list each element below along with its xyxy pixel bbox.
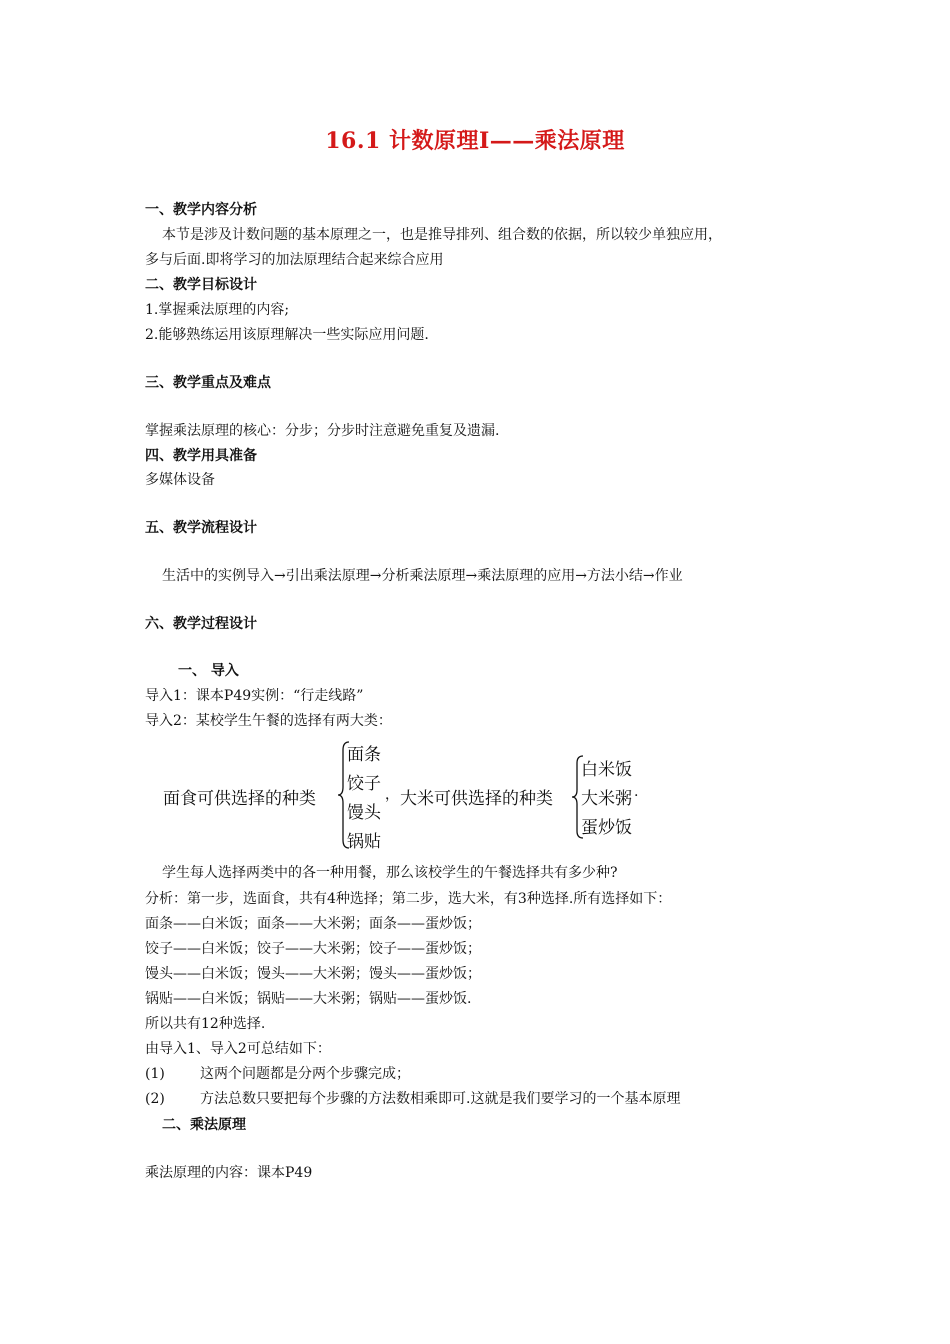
section-heading-flow: 五、教学流程设计 <box>145 520 257 536</box>
separator-comma: ， <box>385 787 399 803</box>
paragraph: 多媒体设备 <box>145 472 215 488</box>
section-heading-process: 六、教学过程设计 <box>145 616 257 632</box>
paragraph: 本节是涉及计数问题的基本原理之一，也是推导排列、组合数的依据，所以较少单独应用， <box>162 227 722 243</box>
list-item: 1.掌握乘法原理的内容; <box>145 302 290 318</box>
analysis-text: 分析：第一步，选面食，共有4种选择；第二步，选大米，有3种选择.所有选择如下： <box>145 891 672 907</box>
lunch-choice-diagram <box>145 738 845 853</box>
diagram-period: . <box>634 784 639 800</box>
rice-item: 蛋炒饭 <box>581 818 632 838</box>
combo-line: 锅贴——白米饭；锅贴——大米粥；锅贴——蛋炒饭. <box>145 991 472 1007</box>
combo-line: 馒头——白米饭；馒头——大米粥；馒头——蛋炒饭； <box>145 966 481 982</box>
rice-category-label: 大米可供选择的种类 <box>400 789 553 809</box>
point-number: (1) <box>145 1066 165 1082</box>
section-heading-tools: 四、教学用具准备 <box>145 448 257 464</box>
paragraph: 乘法原理的内容：课本P49 <box>145 1165 313 1181</box>
subsection-heading-intro: 一、 导入 <box>178 663 239 679</box>
combo-line: 面条——白米饭；面条——大米粥；面条——蛋炒饭； <box>145 916 481 932</box>
point-text: 这两个问题都是分两个步骤完成； <box>200 1066 410 1082</box>
summary-point <box>145 1089 680 1109</box>
summary-intro: 由导入1、导入2可总结如下： <box>145 1041 331 1057</box>
point-text: 方法总数只要把每个步骤的方法数相乘即可.这就是我们要学习的一个基本原理 <box>200 1091 681 1107</box>
page-title: 16.1 计数原理I——乘法原理 <box>325 128 625 154</box>
total-text: 所以共有12种选择. <box>145 1016 266 1032</box>
question-text: 学生每人选择两类中的各一种用餐，那么该校学生的午餐选择共有多少种? <box>162 865 618 881</box>
noodle-item: 锅贴 <box>347 832 381 852</box>
section-heading-key-points: 三、教学重点及难点 <box>145 375 271 391</box>
paragraph: 导入1：课本P49实例：“行走线路” <box>145 688 364 704</box>
noodle-item: 饺子 <box>347 774 381 794</box>
list-item: 2.能够熟练运用该原理解决一些实际应用问题. <box>145 327 429 343</box>
flow-text: 生活中的实例导入→引出乘法原理→分析乘法原理→乘法原理的应用→方法小结→作业 <box>162 568 683 584</box>
combo-line: 饺子——白米饭；饺子——大米粥；饺子——蛋炒饭； <box>145 941 481 957</box>
paragraph: 多与后面.即将学习的加法原理结合起来综合应用 <box>145 252 444 268</box>
subsection-heading-multiplication: 二、乘法原理 <box>162 1117 246 1133</box>
section-heading-content-analysis: 一、教学内容分析 <box>145 202 257 218</box>
noodle-category-label: 面食可供选择的种类 <box>163 789 316 809</box>
section-heading-goals: 二、教学目标设计 <box>145 277 257 293</box>
paragraph: 掌握乘法原理的核心：分步；分步时注意避免重复及遗漏. <box>145 423 500 439</box>
rice-item: 白米饭 <box>581 760 632 780</box>
rice-item: 大米粥 <box>581 789 632 809</box>
noodle-item: 面条 <box>347 745 381 765</box>
noodle-item: 馒头 <box>347 803 381 823</box>
paragraph: 导入2：某校学生午餐的选择有两大类： <box>145 713 392 729</box>
summary-point <box>145 1064 410 1084</box>
point-number: (2) <box>145 1091 165 1107</box>
